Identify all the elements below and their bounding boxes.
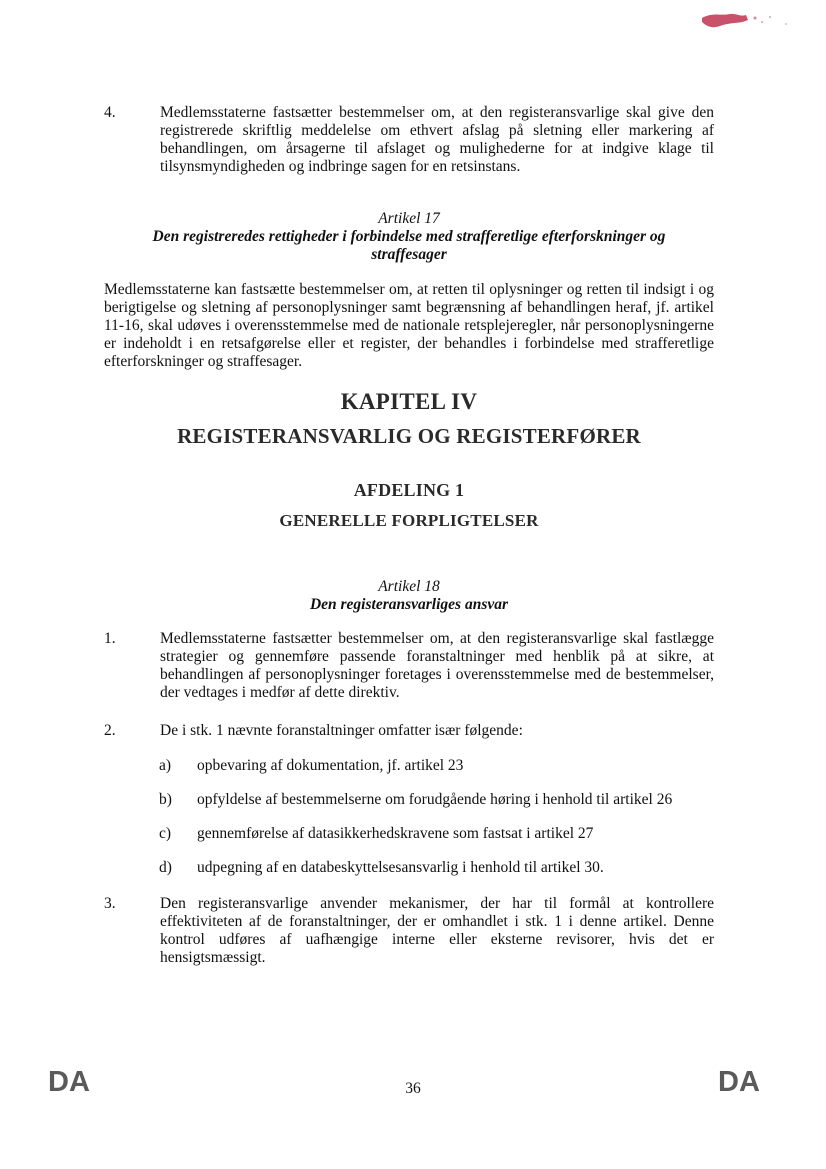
language-code-left: DA [48,1066,90,1098]
list-text: opbevaring af dokumentation, jf. artikel 23 [197,757,464,774]
paragraph-text: Medlemsstaterne fastsætter bestemmelser om, at den registeransvarlige skal fastlægge strategier og gennemføre passende foranstaltninger med henblik på at sikre, at behandlingen af personoplysninger foretages i overensstemmelse med de bestemmelser, der vedtages i medfør af dette direktiv. [160,630,714,701]
paragraph-number: 1. [104,630,116,647]
numbered-paragraph-4 [104,104,714,176]
list-item [159,791,714,809]
list-letter: c) [159,825,172,842]
language-code-right: DA [718,1066,760,1098]
list-letter: d) [159,859,172,876]
chapter-heading: KAPITEL IV [340,389,478,414]
article-number: Artikel 18 [378,578,440,595]
article-number: Artikel 17 [378,210,440,227]
numbered-paragraph-3 [104,895,714,967]
article-title: Den registreredes rettigheder i forbindelse med strafferetlige efterforskninger og straffesager [152,228,666,263]
chapter-title: REGISTERANSVARLIG OG REGISTERFØRER [177,424,641,448]
article-17-text: Medlemsstaterne kan fastsætte bestemmelser om, at retten til oplysninger og retten til indsigt i og berigtigelse og sletning af personoplysninger samt begrænsning af behandlingen heraf, jf. artikel 11-16, skal udøves i overensstemmelse med de nationale retsplejeregler, når personoplysningerne er indeholdt i en retsafgørelse eller et register, der behandles i forbindelse med strafferetlige efterforskninger og straffesager. [104,281,714,370]
numbered-paragraph-1 [104,630,714,702]
list-item [159,859,714,877]
list-letter: a) [159,757,172,774]
list-text: opfyldelse af bestemmelserne om forudgående høring i henhold til artikel 26 [197,791,673,808]
list-item [159,757,714,775]
article-18-heading [104,578,714,614]
paragraph-number: 4. [104,104,116,121]
numbered-paragraph-2 [104,722,714,740]
section-heading: AFDELING 1 [353,480,465,500]
paragraph-number: 3. [104,895,116,912]
article-17-heading [104,210,714,264]
list-text: udpegning af en databeskyttelsesansvarlig i henhold til artikel 30. [197,859,604,876]
paragraph-number: 2. [104,722,116,739]
section-title: GENERELLE FORPLIGTELSER [279,511,539,530]
page-number: 36 [405,1080,421,1097]
list-item [159,825,714,843]
paragraph-text: Medlemsstaterne fastsætter bestemmelser om, at den registeransvarlige skal give den registrerede skriftlig meddelelse om ethvert afslag på sletning eller markering af behandlingen, om årsagerne til afslaget og mulighederne for at indgive klage til tilsynsmyndigheden og indbringe sagen for en retsinstans. [160,104,714,175]
list-letter: b) [159,791,172,808]
red-stamp-mark [700,8,800,34]
paragraph-text: Den registeransvarlige anvender mekanismer, der har til formål at kontrollere effektiviteten af de foranstaltninger, der er omhandlet i stk. 1 i denne artikel. Denne kontrol udføres af uafhængige interne eller eksterne revisorer, hvis det er hensigtsmæssigt. [160,895,714,966]
article-title: Den registeransvarliges ansvar [309,596,509,613]
list-text: gennemførelse af datasikkerhedskravene som fastsat i artikel 27 [197,825,594,842]
paragraph-text: De i stk. 1 nævnte foranstaltninger omfatter især følgende: [160,722,523,739]
